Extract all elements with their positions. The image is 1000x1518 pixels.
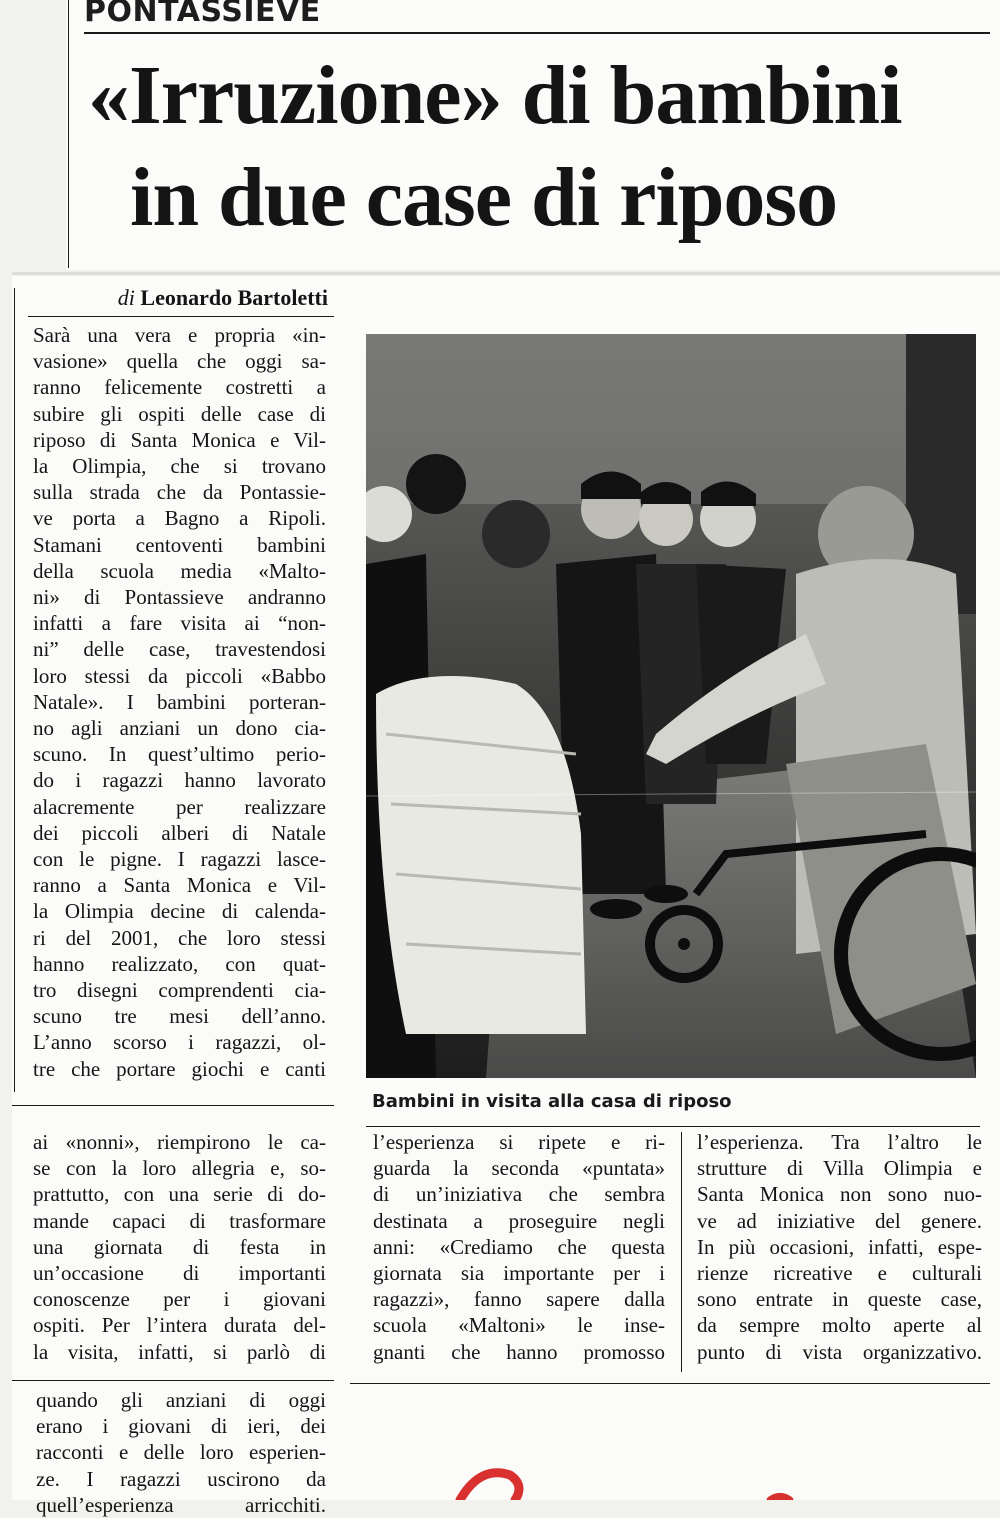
text-line: di un’iniziativa che sembra — [373, 1182, 665, 1207]
text-line: l’esperienza si ripete e ri- — [373, 1130, 665, 1154]
text-line: la Olimpia decine di calenda- — [33, 899, 326, 924]
text-line: riposo di Santa Monica e Vil- — [33, 427, 326, 452]
byline-rule — [28, 316, 334, 317]
text-line: prattutto, con una serie di do- — [33, 1182, 326, 1207]
text-line: la visita, infatti, si parlò di — [33, 1339, 326, 1364]
column-first — [33, 322, 326, 1082]
text-line: Stamani centoventi bambini — [33, 532, 326, 557]
byline-author: Leonardo Bartoletti — [140, 285, 328, 310]
red-pen-mark — [440, 1455, 800, 1500]
text-line: ai «nonni», riempirono le ca- — [33, 1130, 326, 1154]
text-line: della scuola media «Malto- — [33, 558, 326, 583]
photo-caption: Bambini in visita alla casa di riposo — [372, 1091, 732, 1112]
text-line: gnanti che hanno promosso — [373, 1339, 665, 1364]
caption-rule — [366, 1126, 980, 1127]
news-photo — [366, 334, 976, 1078]
text-line: ranno felicemente costretti a — [33, 375, 326, 400]
text-line: ranno a Santa Monica e Vil- — [33, 873, 326, 898]
header-left-rule — [68, 0, 69, 268]
text-line: l’esperienza. Tra l’altro le — [697, 1130, 982, 1154]
byline — [84, 285, 328, 311]
text-line: mande capaci di trasformare — [33, 1208, 326, 1233]
text-line: sono entrate in queste case, — [697, 1287, 982, 1312]
column-divider — [681, 1132, 682, 1372]
column-fourth — [373, 1129, 665, 1365]
text-line: conoscenze per i giovani — [33, 1287, 326, 1312]
text-line: guarda la seconda «puntata» — [373, 1156, 665, 1181]
text-line: da sempre molto aperte al — [697, 1313, 982, 1338]
text-line: hanno realizzato, con quat- — [33, 951, 326, 976]
kicker-rule — [84, 32, 990, 34]
text-line: giornata sia importante per i — [373, 1261, 665, 1286]
bottom-rule — [350, 1383, 990, 1384]
text-line: do i ragazzi hanno lavorato — [33, 768, 326, 793]
section-kicker: PONTASSIEVE — [84, 0, 321, 29]
text-line: infatti a fare visita ai “non- — [33, 611, 326, 636]
text-line: ze. I ragazzi uscirono da — [36, 1466, 326, 1491]
text-line: Santa Monica non sono nuo- — [697, 1182, 982, 1207]
text-line: ni” delle case, travestendosi — [33, 637, 326, 662]
text-line: quando gli anziani di oggi — [36, 1388, 326, 1412]
photo-illustration — [366, 334, 976, 1078]
text-line: destinata a proseguire negli — [373, 1208, 665, 1233]
byline-prefix: di — [117, 285, 135, 310]
text-line: dei piccoli alberi di Natale — [33, 820, 326, 845]
text-line: Natale». I bambini porteran- — [33, 689, 326, 714]
text-line: subire gli ospiti delle case di — [33, 401, 326, 426]
torn-edge-shadow — [12, 272, 1000, 275]
text-line: ri del 2001, che loro stessi — [33, 925, 326, 950]
text-line: scuno. In quest’ultimo perio- — [33, 742, 326, 767]
text-line: vasione» quella che oggi sa- — [33, 349, 326, 374]
text-line: ve porta a Bagno a Ripoli. — [33, 506, 326, 531]
text-line: tro disegni comprendenti cia- — [33, 978, 326, 1003]
text-line: no agli anziani un dono cia- — [33, 716, 326, 741]
column-left-rule — [14, 288, 15, 1092]
text-line: loro stessi da piccoli «Babbo — [33, 663, 326, 688]
column-fifth — [697, 1129, 982, 1365]
text-line: un’occasione di importanti — [33, 1261, 326, 1286]
text-line: ni» di Pontassieve andranno — [33, 585, 326, 610]
column-break-rule-2 — [12, 1380, 334, 1381]
text-line: anni: «Crediamo che questa — [373, 1234, 665, 1259]
text-line: Sarà una vera e propria «in- — [33, 323, 326, 347]
column-third — [36, 1387, 326, 1518]
text-line: In più occasioni, infatti, espe- — [697, 1234, 982, 1259]
text-line: sulla strada che da Pontassie- — [33, 480, 326, 505]
text-line: ospiti. Per l’intera durata del- — [33, 1313, 326, 1338]
text-line: la Olimpia, che si trovano — [33, 454, 326, 479]
text-line: con le pigne. I ragazzi lasce- — [33, 847, 326, 872]
column-break-rule-1 — [12, 1105, 334, 1106]
headline-line-2: in due case di riposo — [130, 151, 838, 244]
text-line: tre che portare giochi e canti — [33, 1056, 326, 1081]
text-line: quell’esperienza arricchiti. — [36, 1492, 326, 1517]
headline-line-1: «Irruzione» di bambini — [88, 49, 902, 142]
text-line: punto di vista organizzativo. — [697, 1339, 982, 1364]
text-line: se con la loro allegria e, so- — [33, 1156, 326, 1181]
text-line: ragazzi», fanno sapere dalla — [373, 1287, 665, 1312]
text-line: una giornata di festa in — [33, 1234, 326, 1259]
text-line: scuola «Maltoni» le inse- — [373, 1313, 665, 1338]
column-second — [33, 1129, 326, 1365]
text-line: racconti e delle loro esperien- — [36, 1440, 326, 1465]
text-line: alacremente per realizzare — [33, 794, 326, 819]
text-line: L’anno scorso i ragazzi, ol- — [33, 1030, 326, 1055]
text-line: ve ad iniziative del genere. — [697, 1208, 982, 1233]
text-line: scuno tre mesi dell’anno. — [33, 1004, 326, 1029]
text-line: strutture di Villa Olimpia e — [697, 1156, 982, 1181]
text-line: rienze ricreative e culturali — [697, 1261, 982, 1286]
text-line: erano i giovani di ieri, dei — [36, 1414, 326, 1439]
